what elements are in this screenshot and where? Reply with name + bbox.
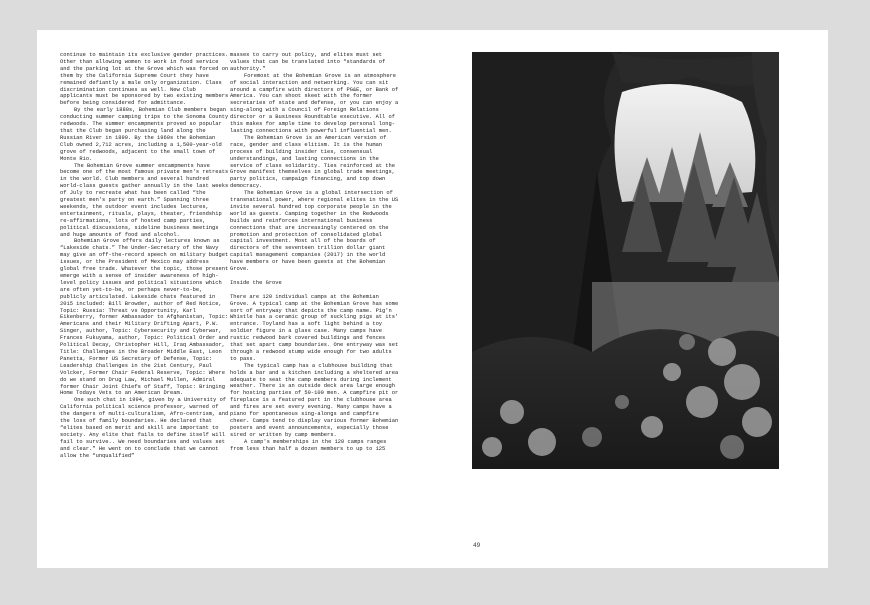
forest-photo bbox=[472, 52, 779, 469]
forest-photo-image bbox=[472, 52, 779, 469]
paragraph: masses to carry out policy, and elites must set values that can be translated into “standards of authority.” bbox=[230, 52, 386, 72]
paragraph: The typical camp has a clubhouse building that holds a bar and a kitchen including a sheltered area adequate to seat the camp members during inclement weather. There is an outside deck area large enough for hosting parties of 50-100 men. A campfire pit or fireplace is a featured part in the clubhouse area and fires are set every evening. Many camps have a piano for spontaneous sing-alongs and campfire cheer. Camps tend to display various former Bohemian posters and event announcements, especially those sired or written by camp members. bbox=[230, 362, 399, 438]
book-spread bbox=[37, 30, 828, 568]
paragraph: There are 120 individual camps at the Bohemian Grove. A typical camp at the Bohemian Grove has some sort of entryway that depicts the camp name. Pig'n Whistle has a ceramic group of suckling pigs at its' entrance. Toyland has a soft light behind a toy soldier figure in a glass case. Many camps have rustic redwood bark covered buildings and fences that set apart camp boundaries. One entryway was set through a redwood stump wide enough for two adults to pass. bbox=[230, 293, 399, 362]
paragraph: Inside the Grove bbox=[230, 279, 282, 286]
paragraph: Bohemian Grove offers daily lectures known as “Lakeside chats.” The Under-Secretary of the Navy may give an off-the-record speech on military budget issues, or the President of Mexico may address global free trade. Whatever the topic, those present emerge with a sense of insider awareness of high-level policy issues and political situations which are often yet-to-be, or perhaps never-to-be, publicly articulated. Lakeside chats featured in 2015 included: Bill Browder, author of Red Notice, Topic: Russia: Threat vs Opportunity, Karl Eikenberry, former Ambassador to Afghanistan, Topic: Americans and their Military Drifting Apart, P.W. Singer, author, Topic: Cybersecurity and Cyberwar, Frances Fukuyama, author, Topic: Political Order and Political Decay, Christopher Hill, Iraq Ambassador, Title: Challenges in the Broader Middle East, Leon Panetta, Former US Secretary of Defense, Topic: Leadership Challenges in the 21st Century, Paul Volcker, Former Chair Federal Reserve, Topic: Where do we stand on Drug Law, Michael Mullen, Admiral former Chair Joint Chiefs of Staff, Topic: Bringing Home Todays Vets to an American Dream. bbox=[60, 238, 229, 397]
paragraph: continue to maintain its exclusive gender practices. Other than allowing women to work in food service and the parking lot at the Grove which was forced on them by the California Supreme Court they have remained defiantly a male only organization. Class discrimination continues as well. New Club applicants must be sponsored by two existing members before being considered for admittance. bbox=[60, 52, 229, 107]
text-column-right bbox=[230, 52, 401, 453]
paragraph: The Bohemian Grove is an American version of race, gender and class elitism. It is the human process of building insider ties, consensual understandings, and lasting connections in the service of class solidarity. Ties reinforced at the Grove manifest themselves in global trade meetings, party politics, campaign financing, and top down democracy. bbox=[230, 134, 395, 190]
paragraph: A camp's memberships in the 120 camps ranges from less than half a dozen members to up to 125 bbox=[230, 438, 387, 452]
paragraph: The Bohemian Grove is a global intersection of transnational power, where regional elites in the US invite several hundred top corporate people in the world as guests. Camping together in the Redwoods builds and reinforces international business connections that are increasingly centered on the promotion and protection of consolidated global capital investment. Most all of the boards of directors of the seventeen trillion dollar giant capital management companies (2017) in the world have members or have been guests at the Bohemian Grove. bbox=[230, 190, 399, 273]
text-column-left bbox=[60, 52, 231, 459]
paragraph: By the early 1880s, Bohemian Club members began conducting summer camping trips to the Sonoma County redwoods. The summer encampments proved so popular that the Club began purchasing land along the Russian River in 1899. By the 1960s the Bohemian Club owned 2,712 acres, including a 1,500-year-old grove of redwoods, adjacent to the small town of Monte Rio. bbox=[60, 107, 229, 162]
paragraph: The Bohemian Grove summer encampments have become one of the most famous private men's retreats in the world. Club members and several hundred world-class guests gather annually in the last weeks of July to recreate what has been called “the greatest men's party on earth.” Spanning three weekends, the outdoor event includes lectures, entertainment, rituals, plays, theater, friendship re-affirmations, lots of hosted camp parties, political discussions, sideline business meetings and huge amounts of food and alcohol. bbox=[60, 162, 229, 238]
paragraph: Foremost at the Bohemian Grove is an atmosphere of social interaction and networking. You can sit around a campfire with directors of PG&E, or Bank of America. You can shoot skeet with the former secretaries of state and defense, or you can enjoy a sing-along with a Council of Foreign Relations director or a Business Roundtable executive. All of this makes for ample time to develop personal long-lasting connections with powerful influential men. bbox=[230, 72, 399, 134]
page-number: 49 bbox=[473, 542, 481, 549]
paragraph: One such chat in 1994, given by a University of California political science professor, warned of the dangers of multi-culturalism, Afro-centrism, and the loss of family boundaries. He declared that “elites based on merit and skill are important to society. Any elite that fails to define itself will fail to survive.. We need boundaries and values set and clear.” He went on to conclude that we cannot allow the “unqualified” bbox=[60, 397, 229, 459]
